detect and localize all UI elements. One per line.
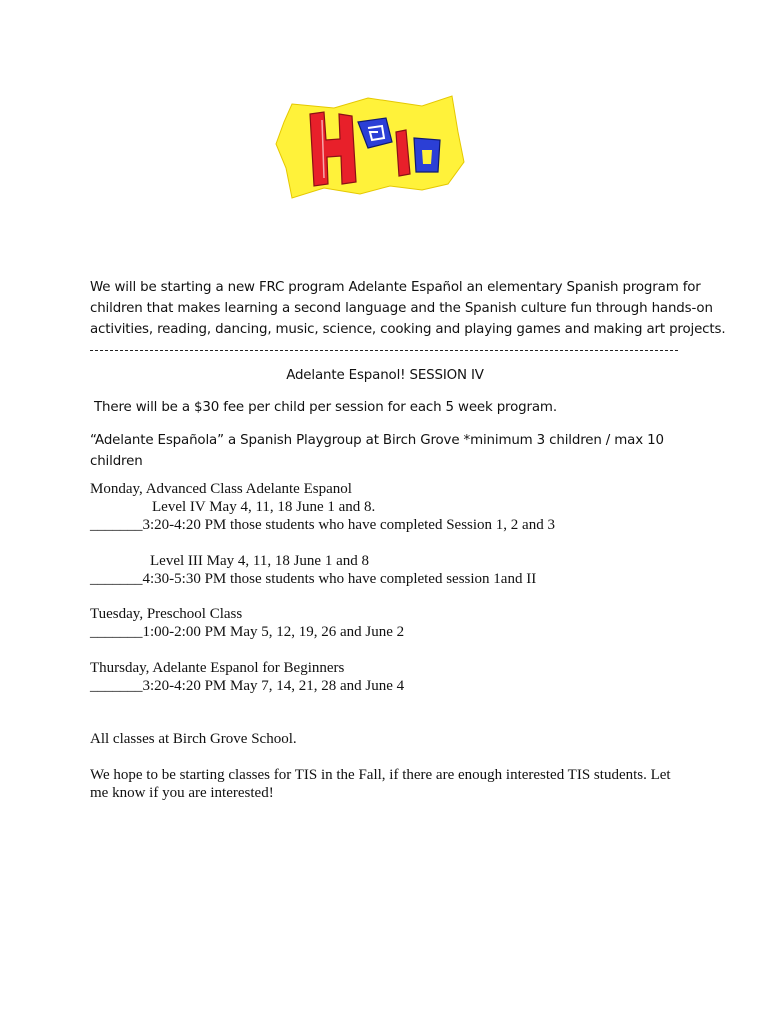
playgroup-line: children <box>90 454 143 469</box>
thursday-schedule <box>90 659 700 695</box>
level-4-time: _______3:20-4:20 PM those students who have completed Session 1, 2 and 3 <box>90 517 555 533</box>
closing-paragraph <box>90 766 700 802</box>
intro-paragraph <box>90 277 726 340</box>
playgroup-line: “Adelante Española” a Spanish Playgroup at Birch Grove *minimum 3 children / max 10 <box>90 433 664 448</box>
monday-schedule <box>90 480 700 588</box>
tuesday-schedule <box>90 605 700 641</box>
intro-line: We will be starting a new FRC program Adelante Español an elementary Spanish program for <box>90 280 701 295</box>
dashed-divider <box>90 350 678 361</box>
closing-line: me know if you are interested! <box>90 785 274 801</box>
thursday-time: _______3:20-4:20 PM May 7, 14, 21, 28 and June 4 <box>90 678 405 694</box>
logo-letter-a <box>414 138 440 172</box>
tuesday-time: _______1:00-2:00 PM May 5, 12, 19, 26 and June 2 <box>90 624 405 640</box>
level-3-dates: Level III May 4, 11, 18 June 1 and 8 <box>150 553 369 569</box>
level-4-dates: Level IV May 4, 11, 18 June 1 and 8. <box>152 499 376 515</box>
location-note: All classes at Birch Grove School. <box>90 731 297 747</box>
tuesday-heading: Tuesday, Preschool Class <box>90 606 243 622</box>
hola-logo <box>272 92 466 204</box>
level-3-time: _______4:30-5:30 PM those students who have completed session 1and II <box>90 571 537 587</box>
intro-line: children that makes learning a second language and the Spanish culture fun through hands-on <box>90 301 713 316</box>
monday-heading: Monday, Advanced Class Adelante Espanol <box>90 481 352 497</box>
session-title: Adelante Espanol! SESSION IV <box>286 368 484 383</box>
closing-line: We hope to be starting classes for TIS in the Fall, if there are enough interested TIS students. Let <box>90 767 671 783</box>
intro-line: activities, reading, dancing, music, science, cooking and playing games and making art projects. <box>90 322 726 337</box>
playgroup-notice <box>90 430 690 472</box>
thursday-heading: Thursday, Adelante Espanol for Beginners <box>90 660 345 676</box>
fee-notice: There will be a $30 fee per child per session for each 5 week program. <box>94 400 557 415</box>
